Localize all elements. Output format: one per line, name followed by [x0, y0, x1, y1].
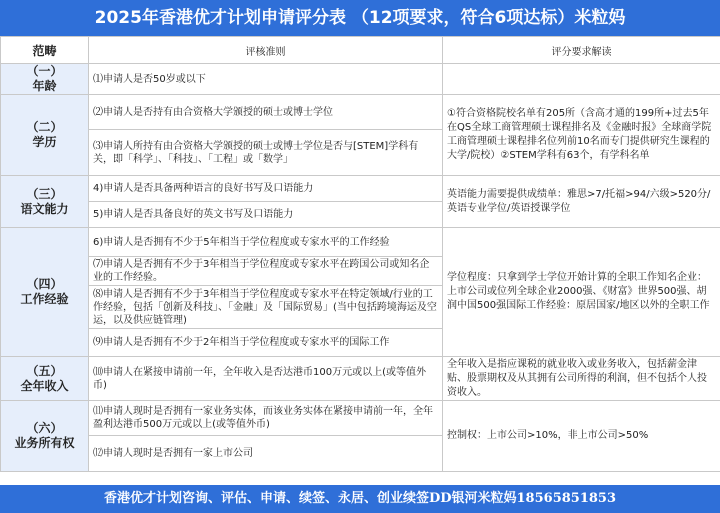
criterion-cell: 5)申请人是否具备良好的英文书写及口语能力	[89, 202, 443, 228]
explain-cell: 英语能力需要提供成绩单：雅思>7/托福>94/六级>520分/英语专业学位/英语授课学位	[443, 176, 720, 228]
col-header-criteria: 评核准则	[89, 37, 443, 64]
category-number: （六）	[26, 421, 63, 435]
criterion-cell: ⑵申请人是否持有由合资格大学颁授的硕士或博士学位	[89, 95, 443, 130]
footer-contact: 香港优才计划咨询、评估、申请、续签、永居、创业续签DD银河米粒妈18565851853	[0, 485, 720, 513]
criterion-cell: ⑺申请人是否拥有不少于3年相当于学位程度或专家水平在跨国公司或知名企业的工作经验。	[89, 257, 443, 286]
category-cell	[1, 95, 89, 176]
explain-cell	[443, 64, 720, 95]
criterion-cell: ⑿申请人现时是否拥有一家上市公司	[89, 436, 443, 472]
criterion-cell: ⑻申请人是否拥有不少于3年相当于学位程度或专家水平在特定领域/行业的工作经验，包括「创新及科技」、「金融」及「国际贸易」(当中包括跨境海运及空运，以及供应链管理)	[89, 286, 443, 329]
table-row	[1, 176, 720, 202]
category-cell	[1, 176, 89, 228]
explain-cell: 控制权：上市公司>10%，非上市公司>50%	[443, 401, 720, 472]
criterion-cell: ⑽申请人在紧接申请前一年，全年收入是否达港币100万元或以上(或等值外币)	[89, 357, 443, 401]
category-cell	[1, 401, 89, 472]
page-title: 2025年香港优才计划申请评分表 （12项要求，符合6项达标）米粒妈	[0, 0, 720, 36]
category-name: 业务所有权	[14, 436, 75, 450]
category-name: 全年收入	[20, 378, 69, 393]
col-header-category: 范畴	[1, 37, 89, 64]
category-cell	[1, 357, 89, 401]
explain-cell: 学位程度：只拿到学士学位开始计算的全职工作知名企业：上市公司或位列全球企业2000强、《财富》世界500强、胡润中国500强国际工作经验：原居国家/地区以外的全职工作	[443, 228, 720, 357]
criterion-cell: ⑾申请人现时是否拥有一家业务实体，而该业务实体在紧接申请前一年，全年盈利达港币500万元或以上(或等值外币)	[89, 401, 443, 436]
category-number: （四）	[26, 277, 63, 291]
table-row	[1, 64, 720, 95]
explain-cell: ①符合资格院校名单有205所（含高才通的199所+过去5年在QS全球工商管理硕士课程排名及《金融时报》全球商学院工商管理硕士课程排名位列前10名而专门提供研究生课程的大学/院校）②STEM学科有63个，有学科名单	[443, 95, 720, 176]
category-number: （五）	[26, 363, 63, 378]
category-cell	[1, 64, 89, 95]
category-name: 学历	[32, 135, 57, 149]
category-name: 年龄	[32, 79, 57, 93]
table-row	[1, 357, 720, 401]
table-row	[1, 401, 720, 436]
category-name: 语文能力	[20, 201, 69, 216]
criterion-cell: ⑴申请人是否50岁或以下	[89, 64, 443, 95]
criterion-cell: ⑼申请人是否拥有不少于2年相当于学位程度或专家水平的国际工作	[89, 329, 443, 357]
col-header-explain: 评分要求解读	[443, 37, 720, 64]
category-number: （一）	[26, 64, 63, 78]
table-header-row	[1, 37, 720, 64]
criteria-table	[0, 36, 720, 472]
criterion-cell: ⑶申请人所持有由合资格大学颁授的硕士或博士学位是否与[STEM]学科有关，即「科学」、「科技」、「工程」或「数学」	[89, 130, 443, 176]
table-row	[1, 95, 720, 130]
table-row	[1, 228, 720, 257]
criterion-cell: 6)申请人是否拥有不少于5年相当于学位程度或专家水平的工作经验	[89, 228, 443, 257]
explain-cell: 全年收入是指应课税的就业收入或业务收入，包括薪金津贴、股票期权及从其拥有公司所得的利润，但不包括个人投资收入。	[443, 357, 720, 401]
category-number: （三）	[26, 186, 63, 201]
category-name: 工作经验	[20, 292, 69, 306]
criterion-cell: 4)申请人是否具备两种语言的良好书写及口语能力	[89, 176, 443, 202]
category-number: （二）	[26, 120, 63, 134]
category-cell	[1, 228, 89, 357]
